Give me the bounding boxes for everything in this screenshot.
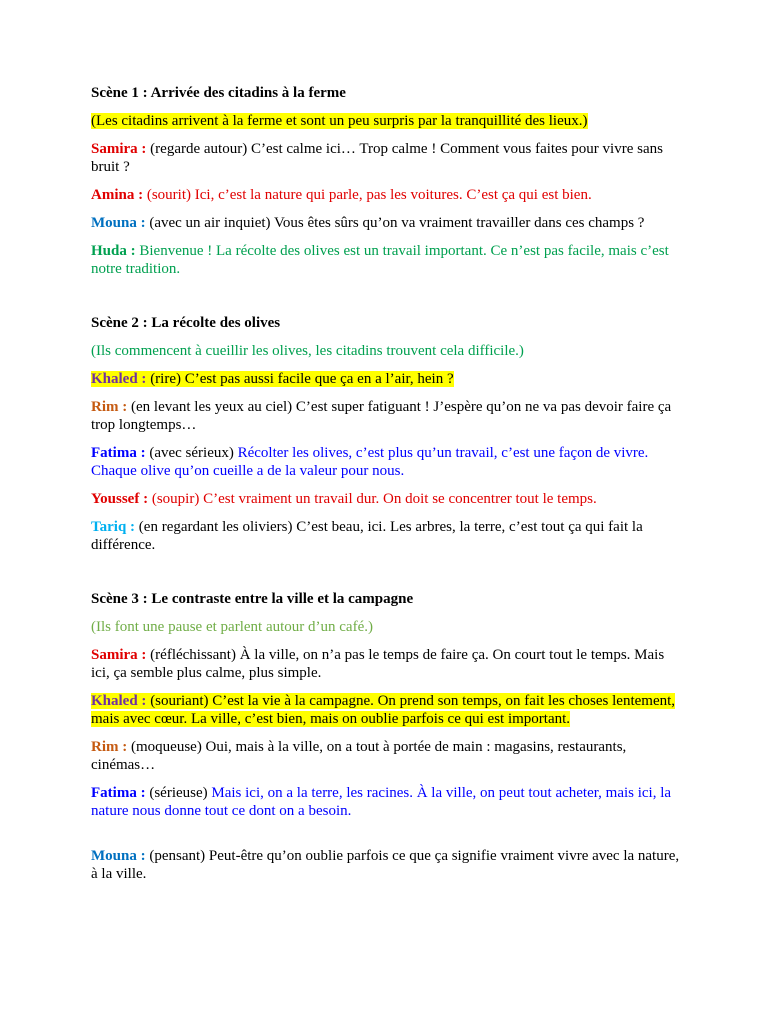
scene-3-stage-direction: (Ils font une pause et parlent autour d’un café.) [91, 619, 373, 635]
speaker-mouna: Mouna : [91, 215, 146, 231]
scene-1-line-amina: Amina : (sourit) Ici, c’est la nature qui parle, pas les voitures. C’est ça qui est bien. [91, 187, 592, 203]
scene-1-line-mouna: Mouna : (avec un air inquiet) Vous êtes sûrs qu’on va vraiment travailler dans ces champs ? [91, 215, 645, 231]
scene-3-line-mouna: Mouna : (pensant) Peut-être qu’on oublie parfois ce que ça signifie vraiment vivre avec la nature, à la ville. [91, 848, 680, 882]
scene-2-line-youssef: Youssef : (soupir) C’est vraiment un travail dur. On doit se concentrer tout le temps. [91, 491, 597, 507]
speaker-amina: Amina : [91, 187, 144, 203]
speaker-tariq: Tariq : [91, 519, 136, 535]
scene-1-line-huda: Huda : Bienvenue ! La récolte des olives est un travail important. Ce n’est pas facile, mais c’est notre tradition. [91, 243, 669, 277]
scene-2-line-fatima: Fatima : (avec sérieux) Récolter les olives, c’est plus qu’un travail, c’est une façon de vivre. Chaque olive qu’on cueille a de la valeur pour nous. [91, 445, 649, 479]
speaker-khaled: Khaled : [91, 693, 147, 709]
scene-1-line-samira: Samira : (regarde autour) C’est calme ici… Trop calme ! Comment vous faites pour vivre sans bruit ? [91, 141, 663, 175]
speaker-rim: Rim : [91, 739, 128, 755]
scene-2-line-tariq: Tariq : (en regardant les oliviers) C’est beau, ici. Les arbres, la terre, c’est tout ça qui fait la différence. [91, 519, 643, 553]
scene-spacer [91, 288, 681, 314]
scene-2-title: Scène 2 : La récolte des olives [91, 315, 281, 331]
scene-3-line-khaled: Khaled : (souriant) C’est la vie à la campagne. On prend son temps, on fait les choses lentement, mais avec cœur. La ville, c’est bien, mais on oublie parfois ce qui est important. [91, 693, 676, 727]
speaker-fatima: Fatima : [91, 445, 146, 461]
scene-3-line-samira: Samira : (réfléchissant) À la ville, on n’a pas le temps de faire ça. On court tout le temps. Mais ici, ça semble plus calme, plus simple. [91, 647, 665, 681]
scene-3-title: Scène 3 : Le contraste entre la ville et la campagne [91, 591, 414, 607]
scene-spacer [91, 564, 681, 590]
scene-2-line-rim: Rim : (en levant les yeux au ciel) C’est super fatiguant ! J’espère qu’on ne va pas devoir faire ça trop longtemps… [91, 399, 672, 433]
speaker-youssef: Youssef : [91, 491, 149, 507]
speaker-fatima: Fatima : [91, 785, 146, 801]
speaker-khaled: Khaled : [91, 371, 147, 387]
scene-3-line-rim: Rim : (moqueuse) Oui, mais à la ville, on a tout à portée de main : magasins, restaurants, cinémas… [91, 739, 627, 773]
speaker-samira: Samira : [91, 141, 147, 157]
scene-1-stage-direction: (Les citadins arrivent à la ferme et sont un peu surpris par la tranquillité des lieux.) [91, 113, 588, 129]
scene-1-title: Scène 1 : Arrivée des citadins à la ferme [91, 85, 346, 101]
scene-2-stage-direction: (Ils commencent à cueillir les olives, les citadins trouvent cela difficile.) [91, 343, 524, 359]
speaker-mouna: Mouna : [91, 848, 146, 864]
scene-2-line-khaled: Khaled : (rire) C’est pas aussi facile que ça en a l’air, hein ? [91, 371, 454, 387]
speaker-samira: Samira : [91, 647, 147, 663]
speaker-huda: Huda : [91, 243, 136, 259]
paragraph-spacer [91, 830, 681, 847]
scene-3-line-fatima: Fatima : (sérieuse) Mais ici, on a la terre, les racines. À la ville, on peut tout acheter, mais ici, la nature nous donne tout ce dont on a besoin. [91, 785, 672, 819]
document-page [91, 84, 681, 893]
speaker-rim: Rim : [91, 399, 128, 415]
